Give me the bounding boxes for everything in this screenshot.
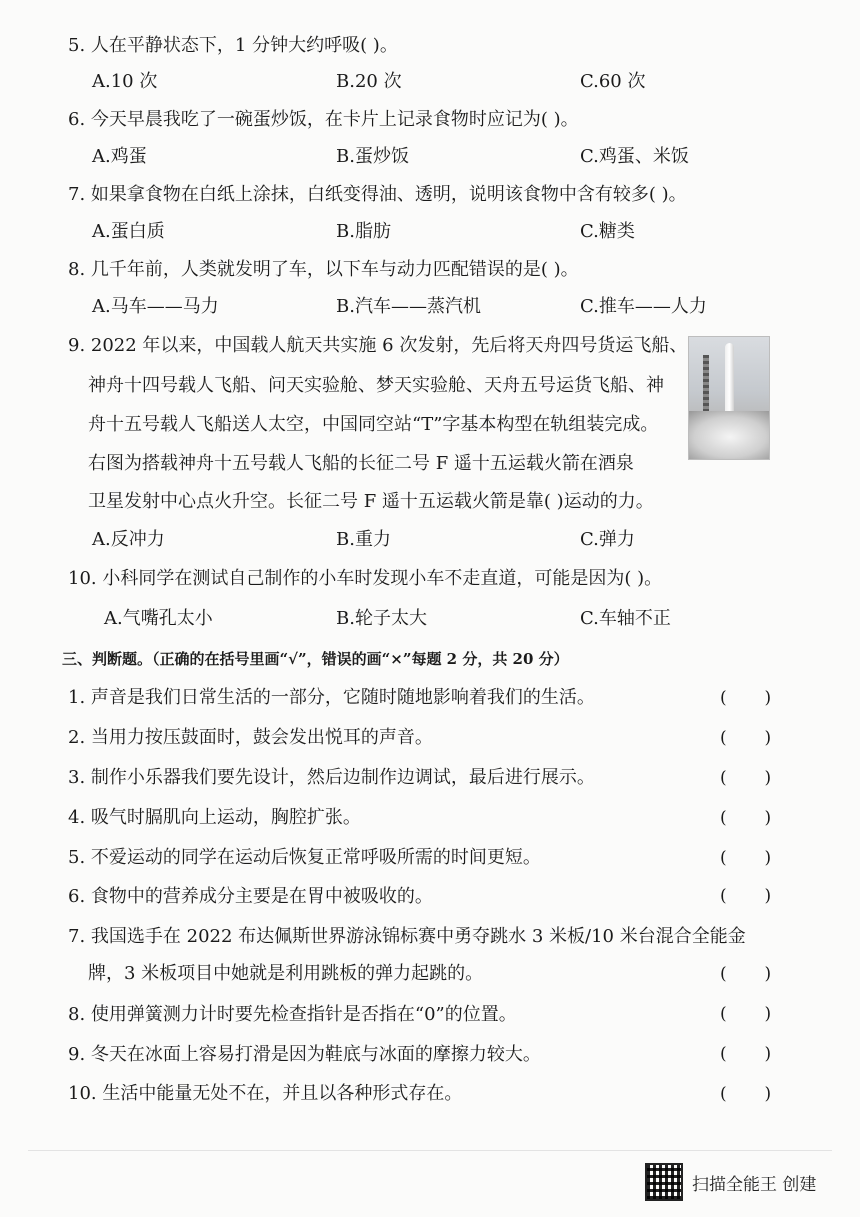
option-b: B.重力 xyxy=(336,529,391,550)
option-a: A.10 次 xyxy=(92,71,158,92)
answer-parentheses[interactable]: ( ) xyxy=(720,886,772,906)
option-c: C.糖类 xyxy=(580,221,635,242)
answer-parentheses[interactable]: ( ) xyxy=(720,1044,772,1064)
answer-parentheses[interactable]: ( ) xyxy=(720,768,772,788)
launch-smoke xyxy=(688,411,770,460)
question-9-line-3: 舟十五号载人飞船送人太空，中国同空站“T”字基本构型在轨组装完成。 xyxy=(88,414,659,435)
answer-parentheses[interactable]: ( ) xyxy=(720,1084,772,1104)
judge-item-3: 3. 制作小乐器我们要先设计，然后边制作边调试，最后进行展示。 xyxy=(68,767,595,788)
option-c: C.鸡蛋、米饭 xyxy=(580,146,689,167)
question-8: 8. 几千年前，人类就发明了车，以下车与动力匹配错误的是( )。 xyxy=(68,259,579,280)
option-c: C.车轴不正 xyxy=(580,608,671,629)
judge-item-7-line-2: 牌，3 米板项目中她就是利用跳板的弹力起跳的。 xyxy=(88,963,484,984)
judge-item-4: 4. 吸气时膈肌向上运动，胸腔扩张。 xyxy=(68,807,361,828)
question-7: 7. 如果拿食物在白纸上涂抹，白纸变得油、透明，说明该食物中含有较多( )。 xyxy=(68,184,687,205)
option-c: C.推车——人力 xyxy=(580,296,707,317)
option-c: C.弹力 xyxy=(580,529,635,550)
question-9-line-4: 右图为搭载神舟十五号载人飞船的长征二号 F 遥十五运载火箭在酒泉 xyxy=(88,453,634,474)
question-10: 10. 小科同学在测试自己制作的小车时发现小车不走直道，可能是因为( )。 xyxy=(68,568,663,589)
question-9-line-1: 9. 2022 年以来，中国载人航天共实施 6 次发射，先后将天舟四号货运飞船、 xyxy=(68,335,688,356)
option-a: A.反冲力 xyxy=(92,529,165,550)
section-3-title: 三、判断题。（正确的在括号里画“√”，错误的画“×”每题 2 分，共 20 分） xyxy=(62,650,569,668)
option-b: B.20 次 xyxy=(336,71,402,92)
judge-item-5: 5. 不爱运动的同学在运动后恢复正常呼吸所需的时间更短。 xyxy=(68,847,541,868)
answer-parentheses[interactable]: ( ) xyxy=(720,964,772,984)
judge-item-7-line-1: 7. 我国选手在 2022 布达佩斯世界游泳锦标赛中勇夺跳水 3 米板/10 米台混合全能金 xyxy=(68,926,746,947)
option-b: B.轮子太大 xyxy=(336,608,427,629)
option-a: A.气嘴孔太小 xyxy=(104,608,213,629)
answer-parentheses[interactable]: ( ) xyxy=(720,688,772,708)
judge-item-1: 1. 声音是我们日常生活的一部分，它随时随地影响着我们的生活。 xyxy=(68,687,595,708)
judge-item-6: 6. 食物中的营养成分主要是在胃中被吸收的。 xyxy=(68,886,433,907)
answer-parentheses[interactable]: ( ) xyxy=(720,848,772,868)
judge-item-9: 9. 冬天在冰面上容易打滑是因为鞋底与冰面的摩擦力较大。 xyxy=(68,1044,541,1065)
option-a: A.马车——马力 xyxy=(92,296,219,317)
judge-item-10: 10. 生活中能量无处不在，并且以各种形式存在。 xyxy=(68,1083,463,1104)
answer-parentheses[interactable]: ( ) xyxy=(720,1004,772,1024)
rocket-icon xyxy=(725,343,734,413)
option-b: B.蛋炒饭 xyxy=(336,146,409,167)
footer-divider xyxy=(28,1150,832,1151)
answer-parentheses[interactable]: ( ) xyxy=(720,808,772,828)
answer-parentheses[interactable]: ( ) xyxy=(720,728,772,748)
qr-code-icon xyxy=(645,1163,683,1201)
question-9-line-5: 卫星发射中心点火升空。长征二号 F 遥十五运载火箭是靠( )运动的力。 xyxy=(88,491,654,512)
option-a: A.蛋白质 xyxy=(92,221,165,242)
option-a: A.鸡蛋 xyxy=(92,146,147,167)
scanner-brand-label: 扫描全能王 创建 xyxy=(692,1175,817,1195)
option-b: B.汽车——蒸汽机 xyxy=(336,296,481,317)
option-b: B.脂肪 xyxy=(336,221,391,242)
question-6: 6. 今天早晨我吃了一碗蛋炒饭，在卡片上记录食物时应记为( )。 xyxy=(68,109,579,130)
rocket-launch-photo xyxy=(688,336,770,460)
judge-item-2: 2. 当用力按压鼓面时，鼓会发出悦耳的声音。 xyxy=(68,727,433,748)
question-9-line-2: 神舟十四号载人飞船、问天实验舱、梦天实验舱、天舟五号运货飞船、神 xyxy=(88,375,664,396)
option-c: C.60 次 xyxy=(580,71,646,92)
question-5: 5. 人在平静状态下，1 分钟大约呼吸( )。 xyxy=(68,35,398,56)
judge-item-8: 8. 使用弹簧测力计时要先检查指针是否指在“0”的位置。 xyxy=(68,1004,517,1025)
